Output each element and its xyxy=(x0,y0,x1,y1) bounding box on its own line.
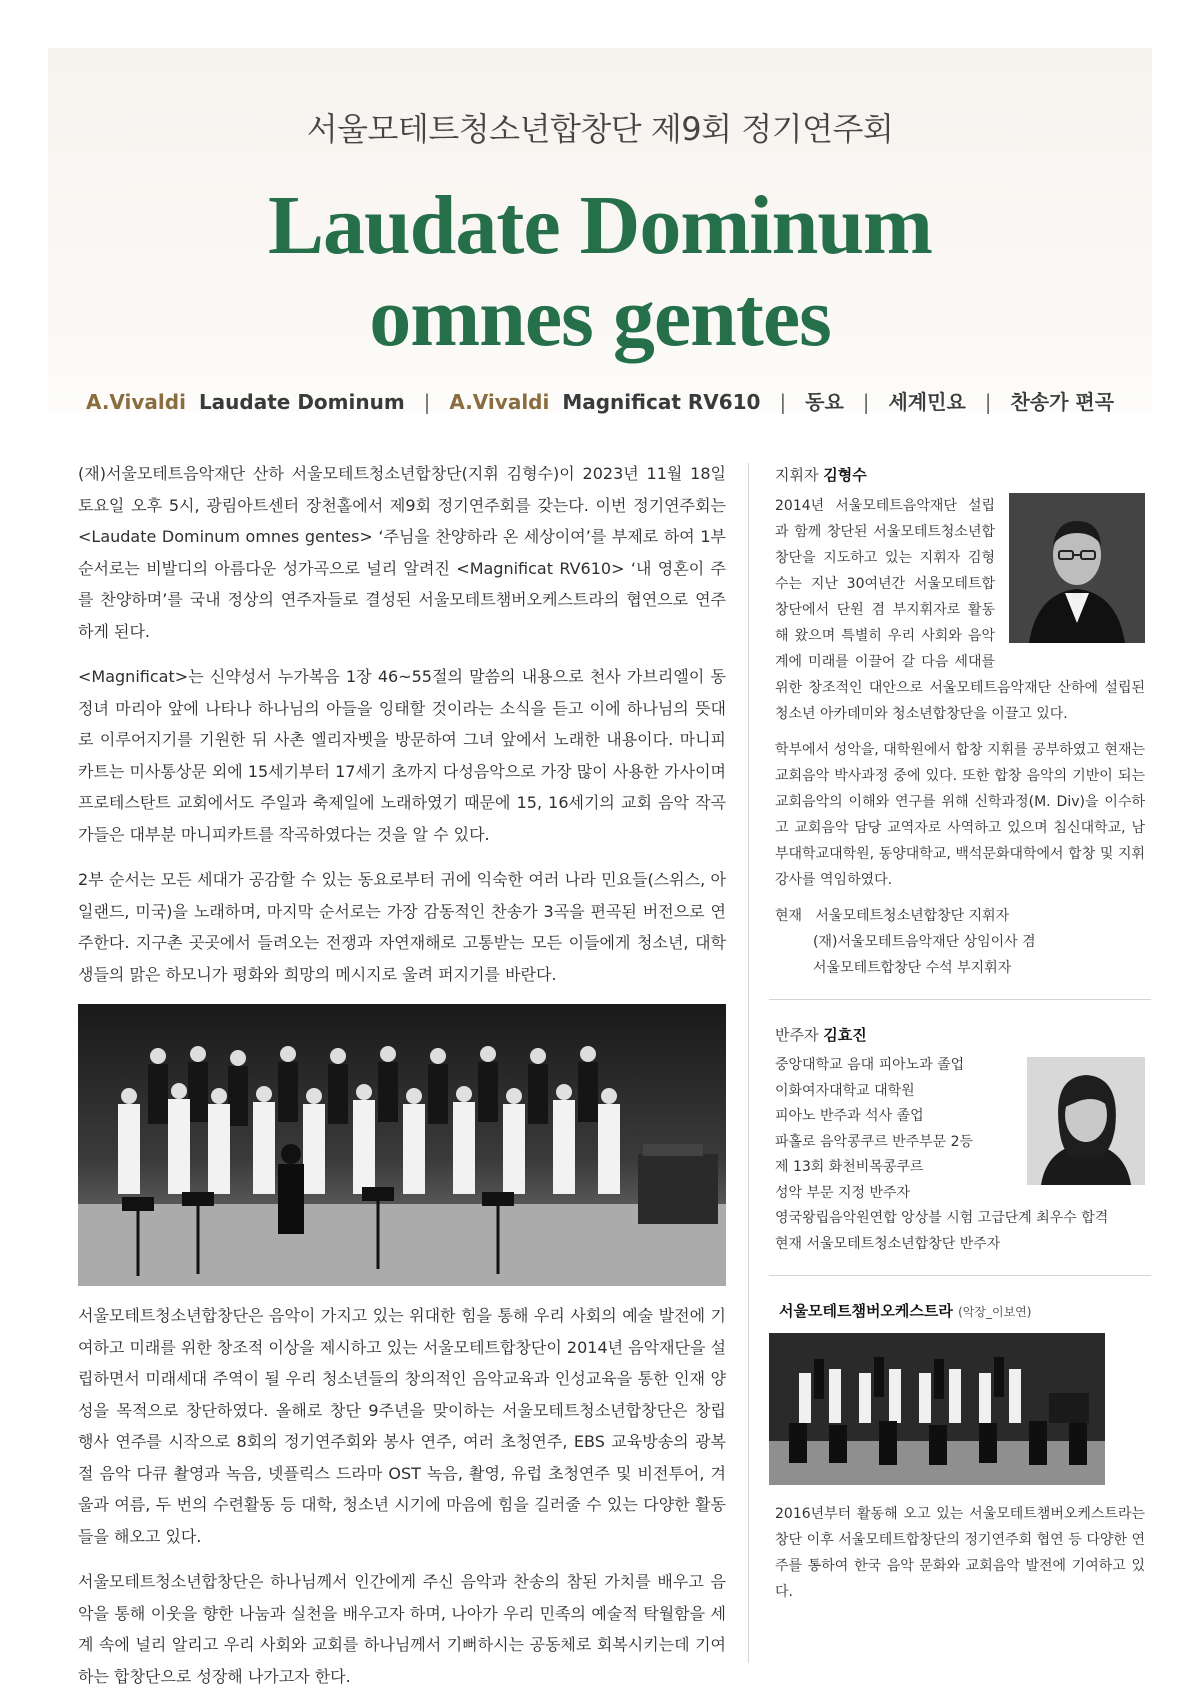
program-work-2: Magnificat RV610 xyxy=(562,390,761,414)
orchestra-description: 2016년부터 활동해 오고 있는 서울모테트챔버오케스트라는 창단 이후 서울모테트합창단의 정기연주회 협연 등 다양한 연주를 통하여 한국 음악 문화와 교회음악 발전에 기여하고 있다. xyxy=(775,1506,1145,1600)
program-separator: | xyxy=(779,390,787,414)
orchestra-photo xyxy=(769,1333,1151,1489)
conductor-bio-2: 학부에서 성악을, 대학원에서 합창 지휘를 공부하였고 현재는 교회음악 박사과정 중에 있다. 또한 합창 음악의 기반이 되는 교회음악의 이해와 연구를 위해 신학과정(M. Div)을 이수하고 교회음악 담당 교역자로 사역하고 있으며 침신대학교, 남부대학교대학원, 동양대학교, 백석문화대학에서 합창 및 지휘 강사를 역임하였다. xyxy=(775,742,1145,888)
orchestra-leader: (악장_이보연) xyxy=(958,1305,1032,1319)
concert-subtitle: 서울모테트청소년합창단 제9회 정기연주회 xyxy=(306,110,894,148)
conductor-name: 김형수 xyxy=(823,466,867,484)
conductor-portrait xyxy=(1009,493,1145,652)
program-separator: | xyxy=(423,390,431,414)
program-composer-2: A.Vivaldi xyxy=(449,390,550,414)
program-item-3: 동요 xyxy=(805,390,844,414)
accompanist-item: 중앙대학교 음대 피아노과 졸업 xyxy=(775,1057,965,1073)
article-paragraph: 서울모테트청소년합창단은 음악이 가지고 있는 위대한 힘을 통해 우리 사회의 예술 발전에 기여하고 미래를 위한 창조적 이상을 제시하고 있는 서울모테트합창단이 2014년 음악재단을 설립하면서 미래세대 주역이 될 우리 청소년들의 창의적인 음악교육과 인성교육을 통한 인재 양성을 목적으로 창단하였다. 올해로 창단 9주년을 맞이하는 서울모테트청소년합창단은 창립 행사 연주를 시작으로 8회의 정기연주회와 봉사 연주, 여러 초청연주, EBS 교육방송의 광복절 음악 다큐 촬영과 녹음, 넷플릭스 드라마 OST 녹음, 촬영, 유럽 초청연주 및 비전투어, 겨울과 여름, 두 번의 수련활동 등 대학, 청소년 시기에 마음에 힘을 길러줄 수 있는 다양한 활동들을 해오고 있다. xyxy=(78,1306,726,1546)
accompanist-item: 영국왕립음악원연합 앙상블 시험 고급단계 최우수 합격 xyxy=(775,1210,1109,1226)
accompanist-name: 김효진 xyxy=(823,1026,867,1044)
program-work-1: Laudate Dominum xyxy=(198,390,405,414)
program-composer-1: A.Vivaldi xyxy=(85,390,186,414)
accompanist-item: 성악 부문 지정 반주자 xyxy=(775,1184,911,1201)
header-banner xyxy=(48,48,1152,412)
program-list xyxy=(48,386,1152,415)
accompanist-item: 파홀로 음악콩쿠르 반주부문 2등 xyxy=(775,1133,974,1150)
article-paragraph: (재)서울모테트음악재단 산하 서울모테트청소년합창단(지휘 김형수)이 2023년 11월 18일 토요일 오후 5시, 광림아트센터 장천홀에서 제9회 정기연주회를 갖는다. 이번 정기연주회는 <Laudate Dominum omnes gentes> ‘주님을 찬양하라 온 세상이여’를 부제로 하여 1부 순서로는 비발디의 아름다운 성가곡으로 널리 알려진 <Magnificat RV610> ‘내 영혼이 주를 찬양하며’를 국내 정상의 연주자들로 결성된 서울모테트챔버오케스트라의 협연으로 연주하게 된다. xyxy=(78,464,726,641)
page xyxy=(48,48,1152,1686)
current-position: 서울모테트청소년합창단 지휘자 xyxy=(815,908,1010,924)
conductor-bio xyxy=(775,493,1145,893)
program-item-5: 찬송가 편곡 xyxy=(1010,390,1115,414)
accompanist-role: 반주자 xyxy=(775,1026,819,1044)
accompanist-item: 제 13회 화천비목콩쿠르 xyxy=(775,1159,924,1175)
current-position: 서울모테트합창단 수석 부지휘자 xyxy=(813,960,1012,976)
article-paragraph: 2부 순서는 모든 세대가 공감할 수 있는 동요로부터 귀에 익숙한 여러 나라 민요들(스위스, 아일랜드, 미국)을 노래하며, 마지막 순서로는 가장 감동적인 찬송가 3곡을 편곡된 버전으로 연주한다. 지구촌 곳곳에서 들려오는 전쟁과 자연재해로 고통받는 모든 이들에게 청소년, 대학생들의 맑은 하모니가 평화와 희망의 메시지로 울려 퍼지기를 바란다. xyxy=(78,870,726,984)
accompanist-item: 이화여자대학교 대학원 xyxy=(775,1082,915,1099)
article-paragraph: 서울모테트청소년합창단은 하나님께서 인간에게 주신 음악과 찬송의 참된 가치를 배우고 음악을 통해 이웃을 향한 나눔과 실천을 배우고자 하며, 나아가 우리 민족의 예술적 탁월함을 세계 속에 널리 알리고 우리 사회와 교회를 하나님께서 기뻐하시는 공동체로 회복시키는데 기여하는 합창단으로 성장해 나가고자 한다. xyxy=(78,1572,726,1686)
choir-photo xyxy=(78,1004,726,1286)
conductor-bio-1: 2014년 서울모테트음악재단 설립과 함께 창단된 서울모테트청소년합창단을 지도하고 있는 지휘자 김형수는 지난 30여년간 서울모테트합창단에서 단원 겸 부지휘자로 활동해 왔으며 특별히 우리 사회와 음악계에 미래를 이끌어 갈 다음 세대를 위한 창조적인 대안으로 서울모테트음악재단 산하에 설립된 청소년 아카데미와 청소년합창단을 이끌고 있다. xyxy=(775,498,1145,722)
accompanist-heading xyxy=(775,1024,1145,1045)
concert-title-line1: Laudate Dominum xyxy=(267,179,933,272)
program-item-4: 세계민요 xyxy=(888,390,966,414)
accompanist-item: 현재 서울모테트청소년합창단 반주자 xyxy=(775,1235,1001,1252)
orchestra-name: 서울모테트챔버오케스트라 xyxy=(779,1302,953,1320)
conductor-current xyxy=(775,903,1145,981)
orchestra-heading xyxy=(779,1300,1145,1321)
accompanist-profile xyxy=(775,1053,1145,1257)
accompanist-portrait xyxy=(1027,1057,1145,1195)
column-divider xyxy=(748,463,749,1663)
main-article xyxy=(78,458,726,1706)
conductor-heading xyxy=(775,464,1145,485)
program-separator: | xyxy=(862,390,870,414)
article-paragraph: <Magnificat>는 신약성서 누가복음 1장 46~55절의 말씀의 내용으로 천사 가브리엘이 동정녀 마리아 앞에 나타나 하나님의 아들을 잉태할 것이라는 소식을 듣고 이에 하나님의 뜻대로 이루어지기를 기원한 뒤 사촌 엘리자벳을 방문하여 그녀 앞에서 노래한 내용이다. 마니피카트는 미사통상문 외에 15세기부터 17세기 초까지 다성음악으로 가장 많이 사용한 가사이며 프로테스탄트 교회에서도 주일과 축제일에 노래하였기 때문에 15, 16세기의 교회 음악 작곡가들은 대부분 마니피카트를 작곡하였다는 것을 알 수 있다. xyxy=(78,667,726,844)
concert-title-line2: omnes gentes xyxy=(369,271,831,364)
program-separator: | xyxy=(984,390,992,414)
accompanist-item: 피아노 반주과 석사 졸업 xyxy=(775,1108,924,1124)
sidebar xyxy=(775,458,1145,1605)
current-label: 현재 xyxy=(775,908,803,924)
current-position: (재)서울모테트음악재단 상임이사 겸 xyxy=(813,934,1036,950)
conductor-role: 지휘자 xyxy=(775,466,819,484)
section-divider xyxy=(769,1275,1151,1276)
section-divider xyxy=(769,999,1151,1000)
